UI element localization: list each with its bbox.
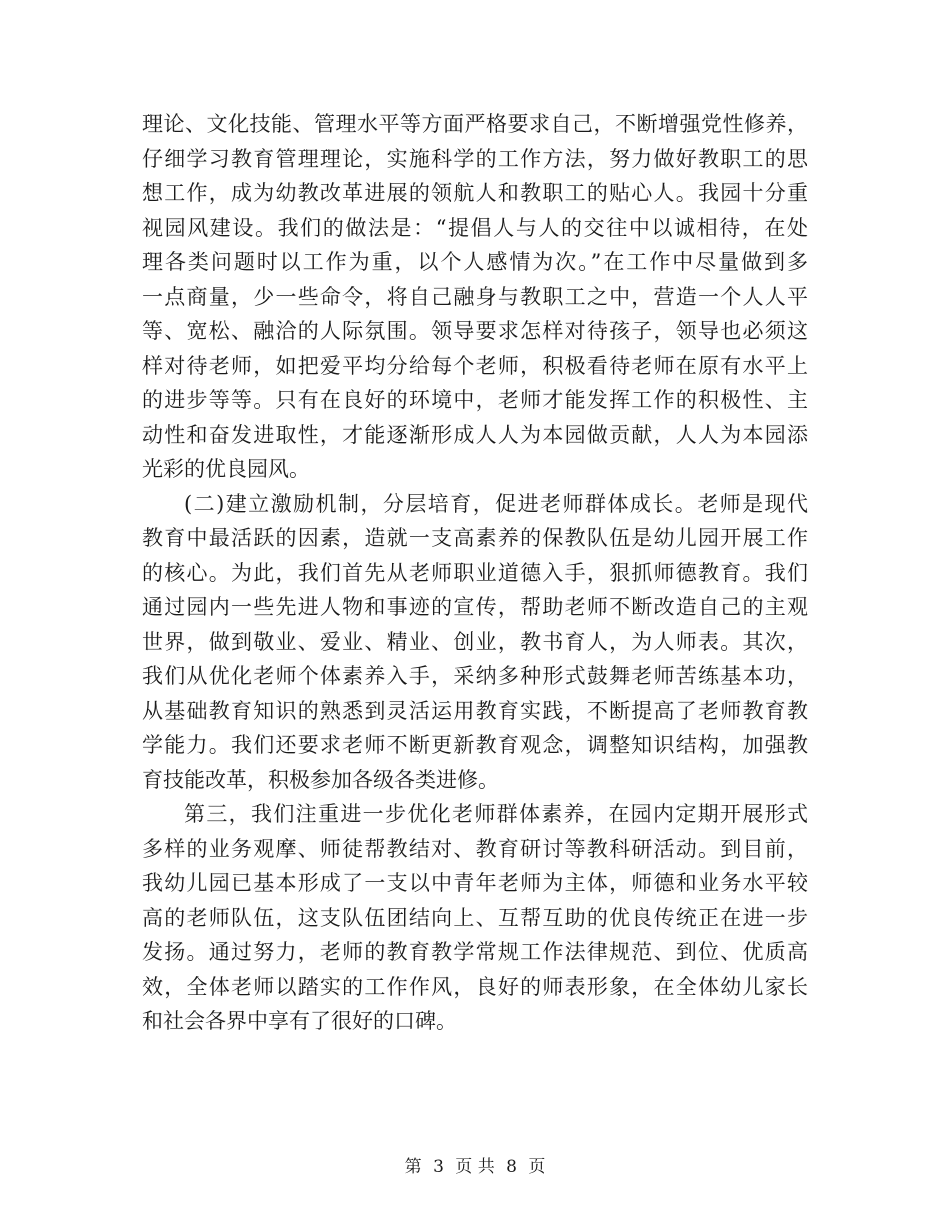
text-line: 理各类问题时以工作为重，以个人感情为次。”在工作中尽量做到多 — [142, 250, 808, 274]
footer-suffix: 页 — [528, 1157, 546, 1177]
text-line: 理论、文化技能、管理水平等方面严格要求自己，不断增强党性修养， — [142, 112, 808, 136]
text-line: 通过园内一些先进人物和事迹的宣传，帮助老师不断改造自己的主观 — [142, 595, 808, 619]
text-line: 育技能改革，积极参加各级各类进修。 — [142, 767, 499, 792]
text-line: 的核心。为此，我们首先从老师职业道德入手，狠抓师德教育。我们 — [142, 560, 808, 585]
text-line: 光彩的优良园风。 — [142, 457, 310, 481]
text-line: 发扬。通过努力，老师的教育教学常规工作法律规范、到位、优质高 — [142, 940, 808, 964]
text-line: 我们从优化老师个体素养入手，采纳多种形式鼓舞老师苦练基本功， — [142, 664, 808, 688]
page-footer — [0, 1152, 950, 1177]
text-line: 动性和奋发进取性，才能逐渐形成人人为本园做贡献，人人为本园添 — [142, 422, 808, 447]
text-line: 高的老师队伍，这支队伍团结向上、互帮互助的优良传统正在进一步 — [142, 905, 808, 930]
text-line: 多样的业务观摩、师徒帮教结对、教育研讨等教科研活动。到目前， — [142, 836, 808, 861]
footer-middle: 页 共 — [455, 1157, 495, 1177]
text-line: 一点商量，少一些命令，将自己融身与教职工之中，营造一个人人平 — [142, 284, 808, 309]
text-line: 教育中最活跃的因素，造就一支高素养的保教队伍是幼儿园开展工作 — [142, 526, 808, 550]
text-line: 从基础教育知识的熟悉到灵活运用教育实践，不断提高了老师教育教 — [142, 698, 808, 723]
text-line: 世界，做到敬业、爱业、精业、创业，教书育人，为人师表。其次， — [142, 629, 808, 654]
text-line: 学能力。我们还要求老师不断更新教育观念，调整知识结构，加强教 — [142, 733, 808, 757]
body-text — [142, 107, 808, 1039]
footer-page-number: 3 — [433, 1157, 444, 1177]
text-line: 想工作，成为幼教改革进展的领航人和教职工的贴心人。我园十分重 — [142, 181, 808, 205]
text-line: 样对待老师，如把爱平均分给每个老师，积极看待老师在原有水平上 — [142, 353, 808, 378]
text-line: 仔细学习教育管理理论，实施科学的工作方法，努力做好教职工的思 — [142, 146, 808, 171]
footer-total-pages: 8 — [506, 1157, 517, 1177]
text-line: 等、宽松、融洽的人际氛围。领导要求怎样对待孩子，领导也必须这 — [142, 319, 808, 343]
text-line: 第三，我们注重进一步优化老师群体素养，在园内定期开展形式 — [184, 802, 808, 826]
text-line: 的进步等等。只有在良好的环境中，老师才能发挥工作的积极性、主 — [142, 388, 808, 412]
text-line: 视园风建设。我们的做法是：“提倡人与人的交往中以诚相待，在处 — [142, 215, 808, 240]
text-line: (二)建立激励机制，分层培育，促进老师群体成长。老师是现代 — [184, 491, 808, 516]
text-line: 我幼儿园已基本形成了一支以中青年老师为主体，师德和业务水平较 — [142, 871, 808, 895]
text-line: 和社会各界中享有了很好的口碑。 — [142, 1009, 457, 1033]
text-line: 效，全体老师以踏实的工作作风，良好的师表形象，在全体幼儿家长 — [142, 974, 808, 999]
footer-prefix: 第 — [404, 1157, 422, 1177]
